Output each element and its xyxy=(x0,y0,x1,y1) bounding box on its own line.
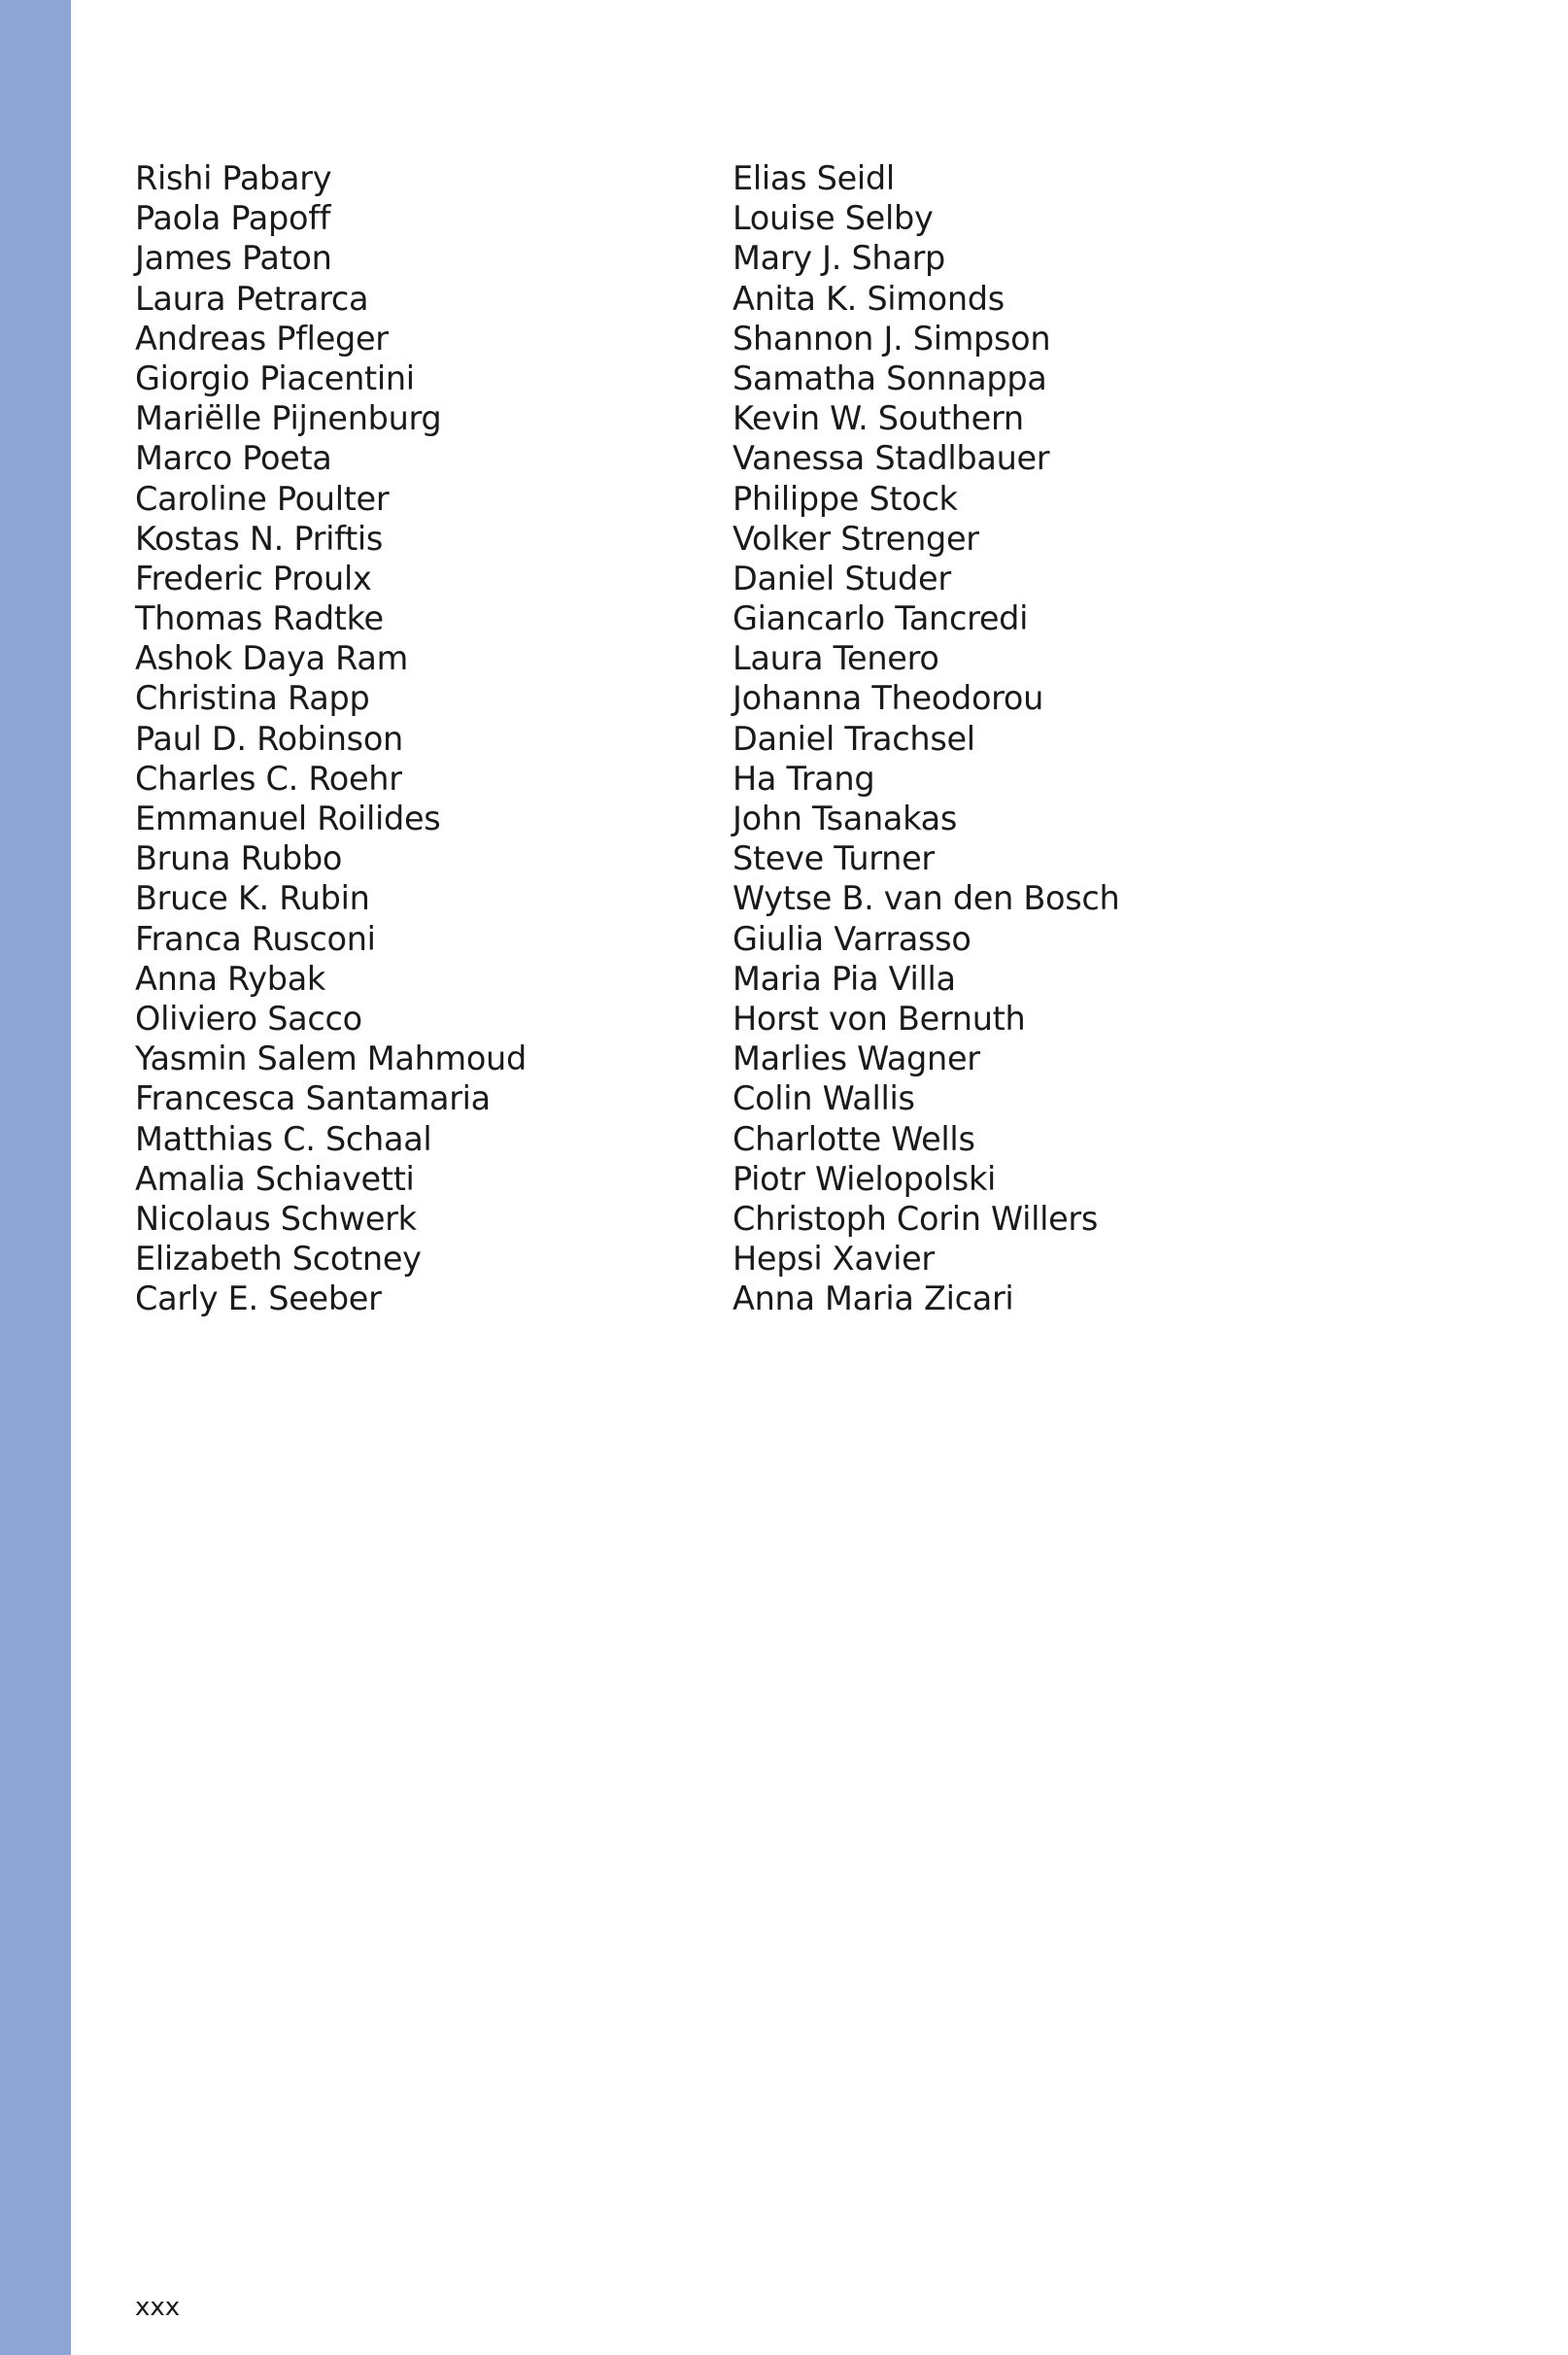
contributor-name: John Tsanakas xyxy=(733,800,958,837)
contributor-name: Laura Petrarca xyxy=(135,279,369,318)
contributor-name: Matthias C. Schaal xyxy=(135,1119,432,1158)
page-number: xxx xyxy=(135,2293,181,2322)
contributor-name: Elias Seidl xyxy=(733,159,895,197)
contributor-name: Volker Strenger xyxy=(733,519,979,558)
contributor-name: Samatha Sonnappa xyxy=(733,358,1047,397)
contributor-name: Daniel Trachsel xyxy=(733,719,975,758)
contributor-name: Johanna Theodorou xyxy=(733,679,1044,718)
contributor-name: Louise Selby xyxy=(733,199,934,238)
contributor-name: Hepsi Xavier xyxy=(733,1240,935,1279)
contributor-name: Carly E. Seeber xyxy=(135,1280,382,1318)
contributor-name: Thomas Radtke xyxy=(135,599,384,638)
contributor-name: Steve Turner xyxy=(733,839,935,878)
contributor-name: Anita K. Simonds xyxy=(733,279,1005,318)
contributor-name: Ha Trang xyxy=(733,759,875,798)
contributor-list-right xyxy=(733,158,1354,1318)
contributor-name: Caroline Poulter xyxy=(135,479,390,518)
contributor-name: Anna Rybak xyxy=(135,959,326,998)
contributor-name: Andreas Pfleger xyxy=(135,319,389,358)
contributor-name: Amalia Schiavetti xyxy=(135,1159,415,1198)
contributor-name: Oliviero Sacco xyxy=(135,999,362,1038)
contributor-name: Mariëlle Pijnenburg xyxy=(135,399,442,438)
contributor-name: Bruna Rubbo xyxy=(135,839,343,878)
contributor-name: Ashok Daya Ram xyxy=(135,639,408,678)
contributor-name: Mary J. Sharp xyxy=(733,239,946,278)
contributor-name: Wytse B. van den Bosch xyxy=(733,879,1120,918)
contributor-name: Kostas N. Priftis xyxy=(135,519,384,558)
contributor-name: Horst von Bernuth xyxy=(733,999,1026,1038)
contributor-name: Giulia Varrasso xyxy=(733,919,971,958)
contributor-name: Giancarlo Tancredi xyxy=(733,599,1029,638)
contributor-name: James Paton xyxy=(135,239,332,278)
contributor-name: Rishi Pabary xyxy=(135,159,332,197)
contributor-name: Charles C. Roehr xyxy=(135,759,402,798)
contributor-name: Emmanuel Roilides xyxy=(135,800,441,837)
side-color-bar xyxy=(0,0,71,2355)
contributor-name: Colin Wallis xyxy=(733,1079,915,1118)
contributor-name: Giorgio Piacentini xyxy=(135,358,415,397)
contributor-name: Daniel Studer xyxy=(733,559,951,597)
contributor-name: Frederic Proulx xyxy=(135,559,372,597)
contributor-list-left xyxy=(135,158,699,1318)
contributor-name: Charlotte Wells xyxy=(733,1119,975,1158)
contributor-name: Maria Pia Villa xyxy=(733,959,956,998)
contributor-name: Marco Poeta xyxy=(135,439,332,478)
contributor-name: Laura Tenero xyxy=(733,639,939,678)
contributor-name: Francesca Santamaria xyxy=(135,1079,491,1118)
contributor-name: Vanessa Stadlbauer xyxy=(733,439,1050,478)
contributor-name: Christina Rapp xyxy=(135,679,370,718)
contributor-name: Elizabeth Scotney xyxy=(135,1240,422,1279)
contributor-name: Bruce K. Rubin xyxy=(135,879,370,918)
contributor-name: Piotr Wielopolski xyxy=(733,1159,997,1198)
contributor-name: Nicolaus Schwerk xyxy=(135,1199,417,1238)
contributor-name: Franca Rusconi xyxy=(135,919,376,958)
contributor-name: Shannon J. Simpson xyxy=(733,319,1051,358)
contributor-name: Marlies Wagner xyxy=(733,1040,980,1078)
contributor-name: Paul D. Robinson xyxy=(135,719,403,758)
contributor-name: Christoph Corin Willers xyxy=(733,1199,1099,1238)
contributor-name: Anna Maria Zicari xyxy=(733,1280,1014,1318)
contributor-name: Paola Papoff xyxy=(135,199,331,238)
contributor-name: Yasmin Salem Mahmoud xyxy=(135,1040,527,1078)
contributor-name: Philippe Stock xyxy=(733,479,958,518)
contributor-name: Kevin W. Southern xyxy=(733,399,1024,438)
